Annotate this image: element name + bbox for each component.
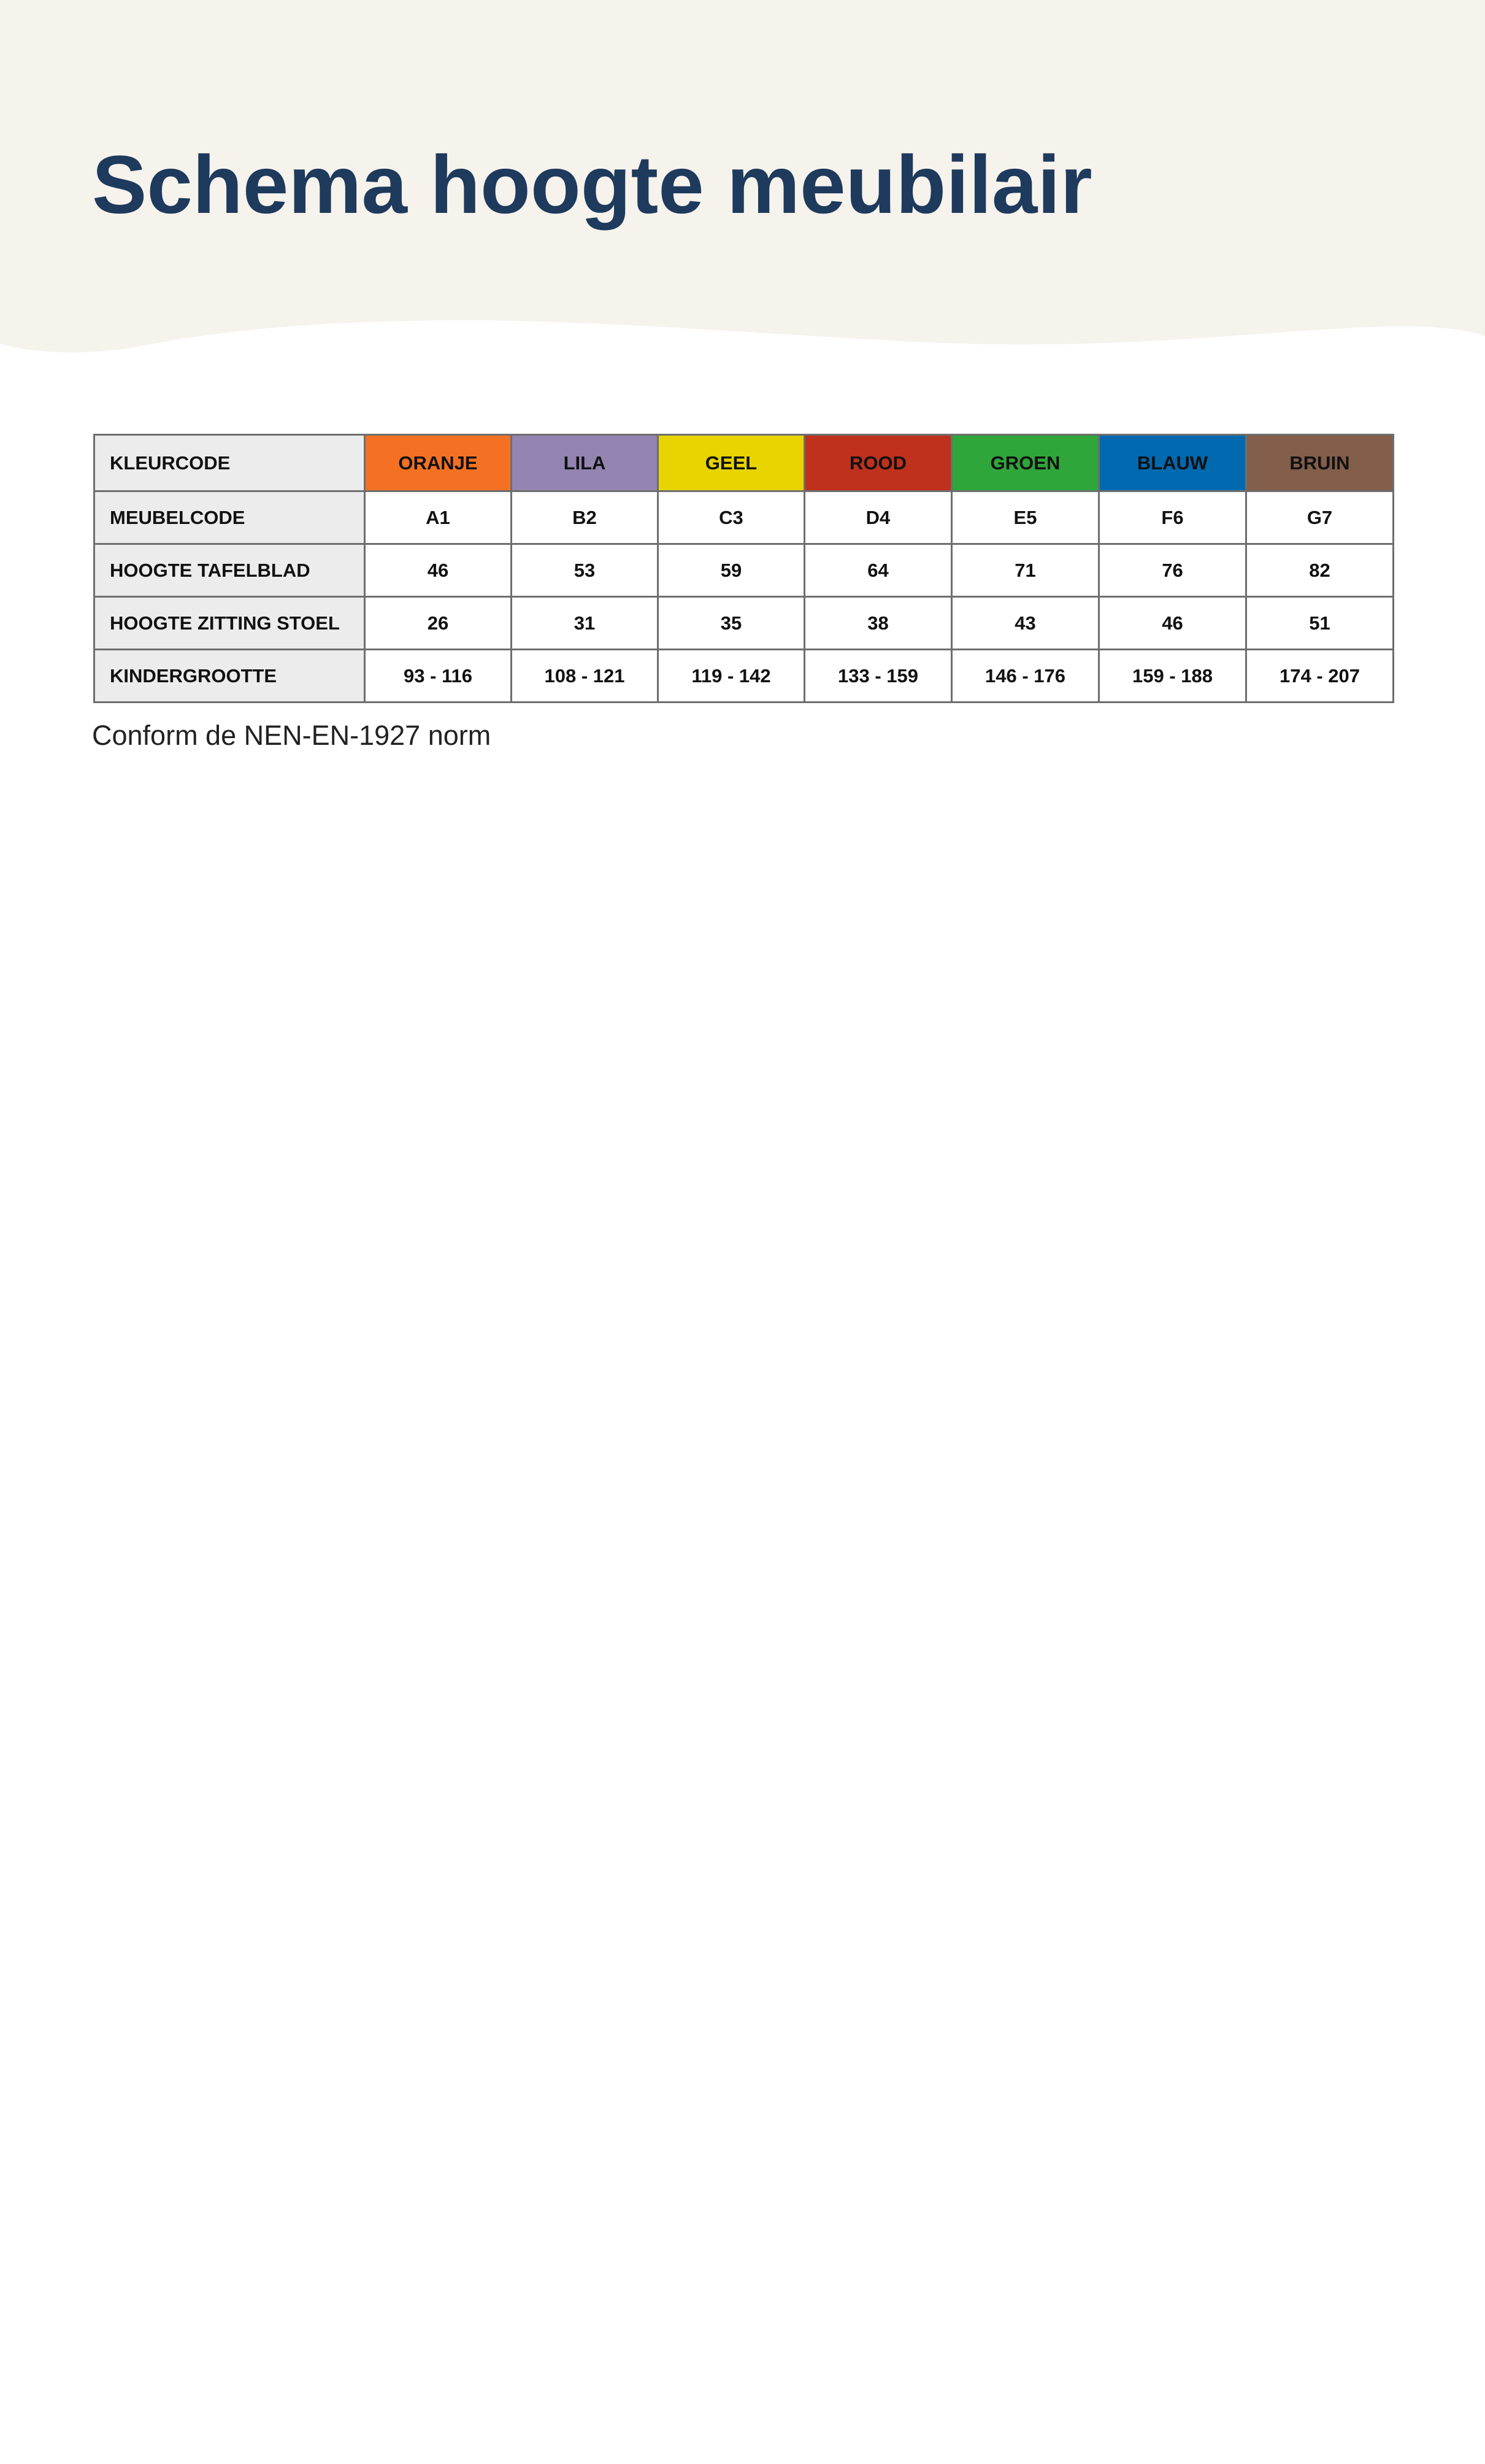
row-header: HOOGTE TAFELBLAD (94, 544, 365, 597)
color-cell: GROEN (952, 435, 1099, 491)
table-cell: D4 (805, 491, 952, 544)
table-cell: 82 (1246, 544, 1394, 597)
table-cell: 46 (1099, 597, 1246, 650)
furniture-height-table (93, 434, 1394, 703)
row-header: KLEURCODE (94, 435, 365, 491)
table-cell: C3 (658, 491, 805, 544)
norm-note: Conform de NEN-EN-1927 norm (92, 720, 491, 751)
color-cell: ROOD (805, 435, 952, 491)
row-header: MEUBELCODE (94, 491, 365, 544)
table-cell: E5 (952, 491, 1099, 544)
row-header: HOOGTE ZITTING STOEL (94, 597, 365, 650)
table-cell: 119 - 142 (658, 650, 805, 703)
table-cell: B2 (512, 491, 658, 544)
row-header: KINDERGROOTTE (94, 650, 365, 703)
table-cell: 43 (952, 597, 1099, 650)
table-cell: 76 (1099, 544, 1246, 597)
table-cell: 26 (365, 597, 512, 650)
table-cell: 133 - 159 (805, 650, 952, 703)
table-cell: F6 (1099, 491, 1246, 544)
table-cell: 71 (952, 544, 1099, 597)
table-cell: 38 (805, 597, 952, 650)
table-row-meubelcode (94, 491, 1394, 544)
table-row-hoogte-tafelblad (94, 544, 1394, 597)
color-cell: BLAUW (1099, 435, 1246, 491)
table-cell: 59 (658, 544, 805, 597)
color-cell: ORANJE (365, 435, 512, 491)
table-row-kindergrootte (94, 650, 1394, 703)
page-title: Schema hoogte meubilair (92, 139, 1092, 231)
table-cell: 53 (512, 544, 658, 597)
table-cell: 174 - 207 (1246, 650, 1394, 703)
table-cell: G7 (1246, 491, 1394, 544)
table-row-kleurcode (94, 435, 1394, 491)
table-cell: A1 (365, 491, 512, 544)
table-cell: 159 - 188 (1099, 650, 1246, 703)
table-cell: 46 (365, 544, 512, 597)
table-cell: 93 - 116 (365, 650, 512, 703)
table-row-hoogte-zitting-stoel (94, 597, 1394, 650)
table-cell: 51 (1246, 597, 1394, 650)
table-cell: 64 (805, 544, 952, 597)
furniture-height-table-wrap (93, 434, 1394, 703)
color-cell: GEEL (658, 435, 805, 491)
color-cell: LILA (512, 435, 658, 491)
table-cell: 31 (512, 597, 658, 650)
color-cell: BRUIN (1246, 435, 1394, 491)
table-body (94, 435, 1394, 703)
table-cell: 35 (658, 597, 805, 650)
table-cell: 108 - 121 (512, 650, 658, 703)
table-cell: 146 - 176 (952, 650, 1099, 703)
